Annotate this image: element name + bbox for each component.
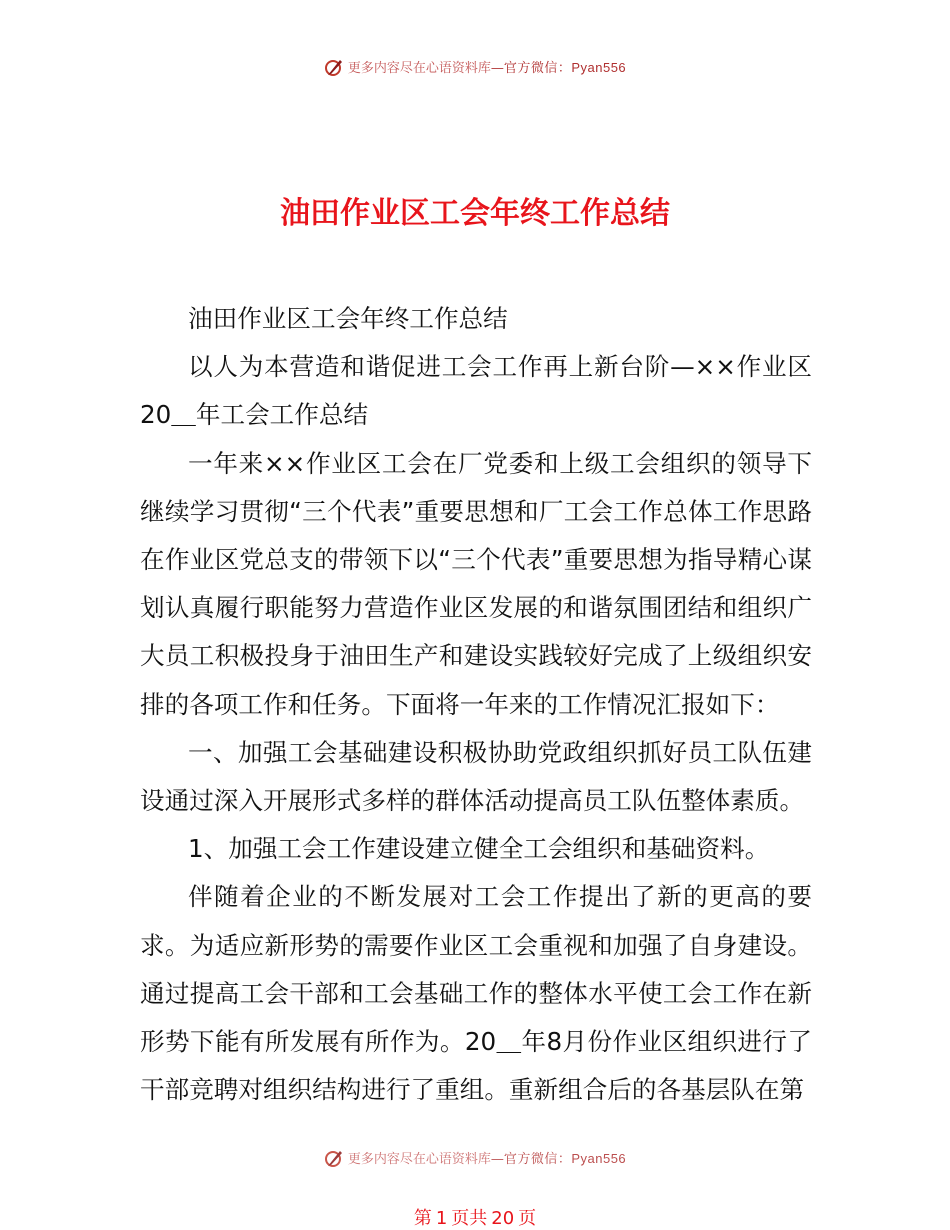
paragraph: 一、加强工会基础建设积极协助党政组织抓好员工队伍建设通过深入开展形式多样的群体活动提高员工队伍整体素质。 [140, 737, 812, 816]
paragraph: 以人为本营造和谐促进工会工作再上新台阶—××作业区20＿年工会工作总结 [140, 352, 812, 430]
paragraph: 1、加强工会工作建设建立健全工会组织和基础资料。 [188, 834, 770, 864]
watermark-separator: — [490, 1152, 504, 1167]
document-body [140, 295, 812, 1114]
watermark-wechat: 官方微信：Pyan556 [503, 1151, 627, 1166]
paragraph: 伴随着企业的不断发展对工会工作提出了新的更高的要求。为适应新形势的需要作业区工会重视和加强了自身建设。通过提高工会干部和工会基础工作的整体水平使工会工作在新形势下能有所发展有所作为。20＿年8月份作业区组织进行了干部竞聘对组织结构进行了重组。重新组合后的各基层队在第 [140, 882, 812, 1105]
page-number [0, 1204, 950, 1230]
quill-logo-icon [324, 57, 344, 77]
paragraph: 一年来××作业区工会在厂党委和上级工会组织的领导下继续学习贯彻“三个代表”重要思想和厂工会工作总体工作思路在作业区党总支的带领下以“三个代表”重要思想为指导精心谋划认真履行职能努力营造作业区发展的和谐氛围团结和组织广大员工积极投身于油田生产和建设实践较好完成了上级组织安排的各项工作和任务。下面将一年来的工作情况汇报如下： [140, 448, 812, 719]
document-title: 油田作业区工会年终工作总结 [280, 196, 670, 231]
header-watermark [0, 57, 950, 77]
watermark-separator: — [490, 61, 504, 76]
watermark-text: 更多内容尽在心语资料库 [347, 1152, 491, 1167]
page-suffix: 页 [518, 1208, 537, 1229]
current-page: 1 [435, 1208, 448, 1229]
footer-watermark [0, 1148, 950, 1168]
page-middle: 页共 [451, 1208, 488, 1229]
watermark-wechat: 官方微信：Pyan556 [503, 60, 627, 75]
watermark-text: 更多内容尽在心语资料库 [347, 61, 491, 76]
quill-logo-icon [324, 1148, 344, 1168]
paragraph: 油田作业区工会年终工作总结 [188, 304, 508, 333]
page-prefix: 第 [413, 1208, 432, 1229]
total-pages: 20 [491, 1208, 515, 1229]
